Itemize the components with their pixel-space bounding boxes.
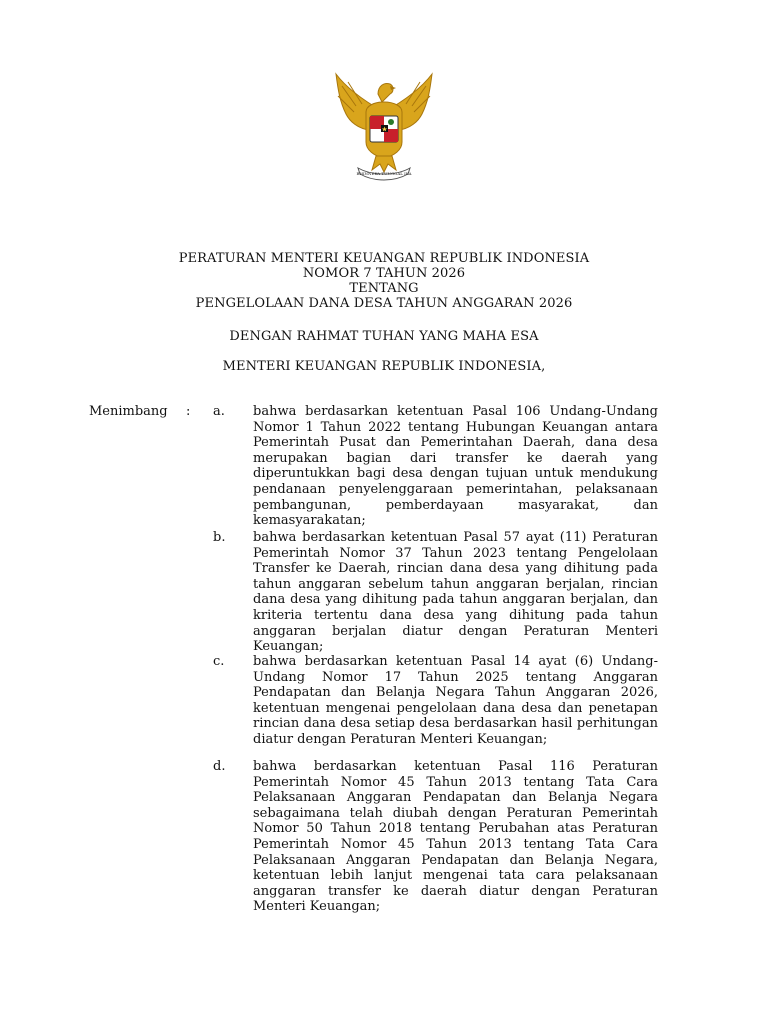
consideration-letter: a. bbox=[213, 404, 225, 419]
consideration-letter: c. bbox=[213, 654, 225, 669]
consideration-item bbox=[213, 404, 658, 529]
consideration-text: bahwa berdasarkan ketentuan Pasal 106 Undang-Undang Nomor 1 Tahun 2022 tentang Hubungan Keuangan antara Pemerintah Pusat dan Pemerintahan Daerah, dana desa merupakan bagian dari transfer ke daerah yang diperuntukkan bagi desa dengan tujuan untuk mendukung pendanaan penyelenggaraan pemerintahan, pelaksanaan pembangunan, pemberdayaan masyarakat, dan kemasyarakatan; bbox=[253, 404, 658, 529]
regulation-subject: PENGELOLAAN DANA DESA TAHUN ANGGARAN 2026 bbox=[195, 296, 573, 311]
considerations-label: Menimbang bbox=[89, 404, 168, 419]
svg-text:BHINNEKA TUNGGAL IKA: BHINNEKA TUNGGAL IKA bbox=[356, 171, 412, 176]
invocation: DENGAN RAHMAT TUHAN YANG MAHA ESA bbox=[229, 329, 539, 344]
consideration-item bbox=[213, 654, 658, 748]
consideration-text: bahwa berdasarkan ketentuan Pasal 116 Peraturan Pemerintah Nomor 45 Tahun 2013 tentang Tata Cara Pelaksanaan Anggaran Pendapatan dan Belanja Negara sebagaimana telah diubah dengan Peraturan Pemerintah Nomor 50 Tahun 2018 tentang Perubahan atas Peraturan Pemerintah Nomor 45 Tahun 2013 tentang Tata Cara Pelaksanaan Anggaran Pendapatan dan Belanja Negara, ketentuan lebih lanjut mengenai tata cara pelaksanaan anggaran transfer ke daerah diatur dengan Peraturan Menteri Keuangan; bbox=[253, 759, 658, 915]
regulation-title: PERATURAN MENTERI KEUANGAN REPUBLIK INDONESIA bbox=[178, 251, 590, 266]
regulation-about-label: TENTANG bbox=[349, 281, 419, 296]
regulation-title-block bbox=[0, 251, 768, 311]
consideration-text: bahwa berdasarkan ketentuan Pasal 14 ayat (6) Undang-Undang Nomor 17 Tahun 2025 tentang Anggaran Pendapatan dan Belanja Negara Tahun Anggaran 2026, ketentuan mengenai pengelolaan dana desa dan penetapan rincian dana desa setiap desa berdasarkan hasil perhitungan diatur dengan Peraturan Menteri Keuangan; bbox=[253, 654, 658, 747]
regulation-number: NOMOR 7 TAHUN 2026 bbox=[302, 266, 466, 281]
consideration-item bbox=[213, 530, 658, 655]
consideration-letter: b. bbox=[213, 530, 226, 545]
consideration-text: bahwa berdasarkan ketentuan Pasal 57 ayat (11) Peraturan Pemerintah Nomor 37 Tahun 2023 tentang Pengelolaan Transfer ke Daerah, rincian dana desa yang dihitung pada tahun anggaran sebelum tahun anggaran berjalan, rincian dana desa yang dihitung pada tahun anggaran berjalan, dan kriteria tertentu dana desa yang dihitung pada tahun anggaran berjalan diatur dengan Peraturan Menteri Keuangan; bbox=[253, 530, 658, 655]
garuda-pancasila-emblem-icon bbox=[326, 72, 442, 184]
minister-title: MENTERI KEUANGAN REPUBLIK INDONESIA, bbox=[222, 359, 546, 374]
consideration-item bbox=[213, 759, 658, 915]
consideration-letter: d. bbox=[213, 759, 226, 774]
considerations-colon: : bbox=[186, 404, 191, 419]
